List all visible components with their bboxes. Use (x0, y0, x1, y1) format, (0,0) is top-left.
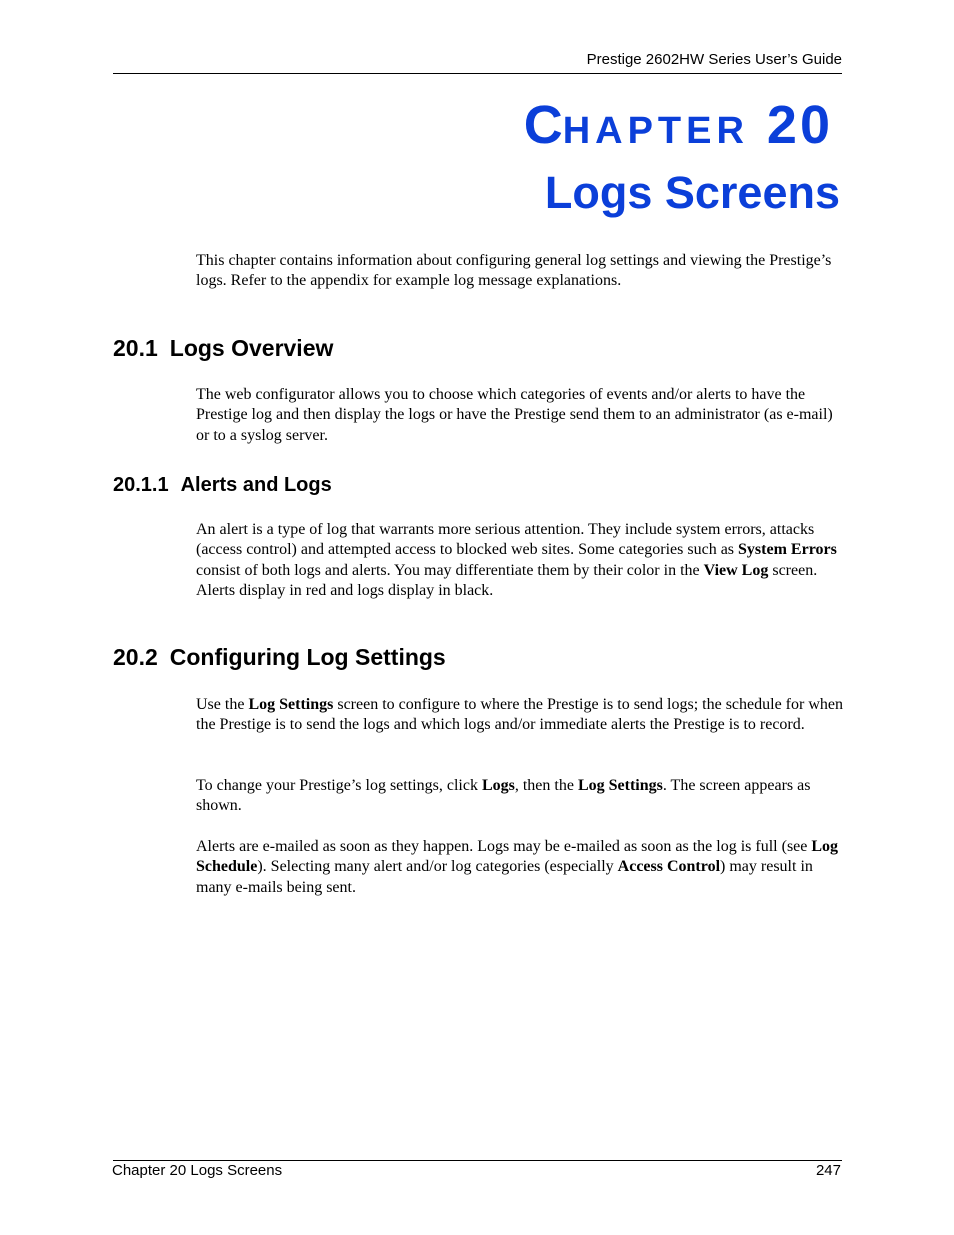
text-run: consist of both logs and alerts. You may differentiate them by their color in the (196, 561, 704, 579)
section-title: Configuring Log Settings (169, 644, 446, 670)
section-heading-20-2 (113, 646, 446, 669)
footer-chapter-ref: Chapter 20 Logs Screens (112, 1162, 283, 1179)
chapter-label-initial: C (523, 95, 563, 155)
bold-term: View Log (703, 561, 769, 579)
section-20-1-body: The web configurator allows you to choose which categories of events and/or alerts to have the Prestige log and then display the logs or have the Prestige send them to an administrator (as e-mail) or to a syslog server. (196, 386, 833, 444)
section-20-2-para-2 (196, 776, 844, 817)
text-run: screen to configure to where the Prestige is to send logs; the schedule for when the Prestige is to send the logs and which logs and/or immediate alerts the Prestige is to record. (196, 696, 843, 734)
section-heading-20-1-1 (113, 475, 332, 495)
text-run: An alert is a type of log that warrants more serious attention. They include system errors, attacks (access control) and attempted access to blocked web sites. Some categories such as (196, 521, 815, 559)
footer-divider (113, 1160, 842, 1161)
text-run: . The screen appears as shown. (196, 777, 811, 815)
bold-term: Log Schedule (196, 838, 839, 876)
text-run: screen. Alerts display in red and logs display in black. (196, 561, 818, 599)
section-number: 20.2 (113, 644, 158, 670)
text-run: , then the (514, 777, 578, 794)
section-title: Logs Overview (169, 335, 334, 361)
section-number: 20.1.1 (113, 474, 169, 496)
section-title: Alerts and Logs (180, 474, 332, 496)
bold-term: Logs (481, 777, 515, 794)
chapter-title: Logs Screens (544, 167, 840, 218)
bold-term: Access Control (617, 858, 721, 876)
intro-paragraph: This chapter contains information about configuring general log settings and viewing the Prestige’s logs. Refer to the appendix for example log message explanations. (196, 252, 832, 290)
chapter-number: 20 (766, 95, 833, 155)
footer-page-number: 247 (815, 1162, 841, 1179)
text-run: Alerts are e-mailed as soon as they happen. Logs may be e-mailed as soon as the log is full (see (196, 838, 812, 855)
bold-term: System Errors (738, 541, 837, 559)
running-header: Prestige 2602HW Series User’s Guide (586, 51, 842, 68)
text-run: ) may result in many e-mails being sent. (196, 858, 813, 896)
text-run: Use the (196, 696, 249, 713)
text-run: ). Selecting many alert and/or log categories (especially (257, 858, 618, 876)
bold-term: Log Settings (248, 696, 334, 713)
text-run: To change your Prestige’s log settings, click (196, 777, 482, 794)
chapter-label-rest: HAPTER (562, 110, 749, 152)
section-20-1-1-body (196, 520, 844, 601)
bold-term: Log Settings (577, 777, 663, 794)
section-20-2-para-1 (196, 695, 844, 736)
section-heading-20-1 (113, 337, 333, 360)
section-20-2-para-3 (196, 837, 844, 898)
chapter-label (523, 95, 833, 155)
section-number: 20.1 (113, 335, 158, 361)
header-divider (113, 73, 842, 74)
